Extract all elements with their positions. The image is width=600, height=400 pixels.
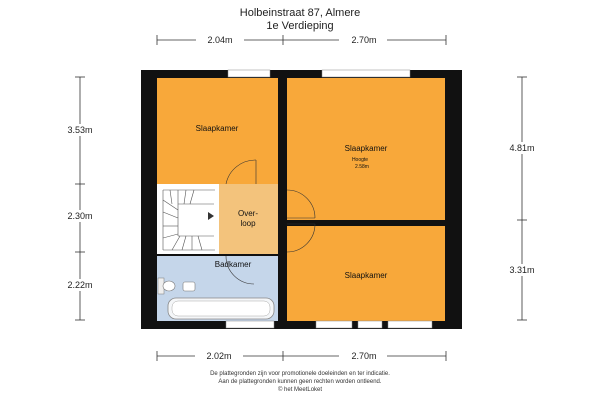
dim-bottom-left: 2.02m <box>206 351 232 361</box>
dim-left-middle: 2.30m <box>67 211 93 221</box>
label-ceiling: Hoogte <box>351 157 369 163</box>
dim-left-top: 3.53m <box>67 125 93 135</box>
disclaimer-line-1: De plattegronden zijn voor promotionele doeleinden en ter indicatie. <box>210 371 390 377</box>
stairwell <box>157 184 219 254</box>
label-bedroom-top-left: Slaapkamer <box>195 124 239 133</box>
dim-left-bottom: 2.22m <box>67 280 93 290</box>
label-ceiling-value: 2.58m <box>355 164 369 170</box>
label-bedroom-bottom-right: Slaapkamer <box>344 271 388 280</box>
right-dimension <box>517 77 527 320</box>
disclaimer-line-3: © het MeetLoket <box>277 387 323 393</box>
dim-right-top: 4.81m <box>509 143 535 153</box>
dim-top-right: 2.70m <box>351 35 377 45</box>
disclaimer-line-2: Aan de plattegronden kunnen geen rechten worden ontleend. <box>218 379 382 385</box>
sink-icon <box>183 282 195 291</box>
bathtub <box>168 298 274 319</box>
address-title: Holbeinstraat 87, Almere <box>239 7 361 19</box>
label-bedroom-top-right: Slaapkamer <box>344 144 388 153</box>
label-landing-1: Over- <box>238 209 258 218</box>
dim-top-left: 2.04m <box>207 35 233 45</box>
dim-bottom-right: 2.70m <box>351 351 377 361</box>
label-bathroom: Badkamer <box>214 260 252 269</box>
label-landing-2: loop <box>240 219 256 228</box>
dim-right-bottom: 3.31m <box>509 265 535 275</box>
floor-title: 1e Verdieping <box>266 20 334 32</box>
